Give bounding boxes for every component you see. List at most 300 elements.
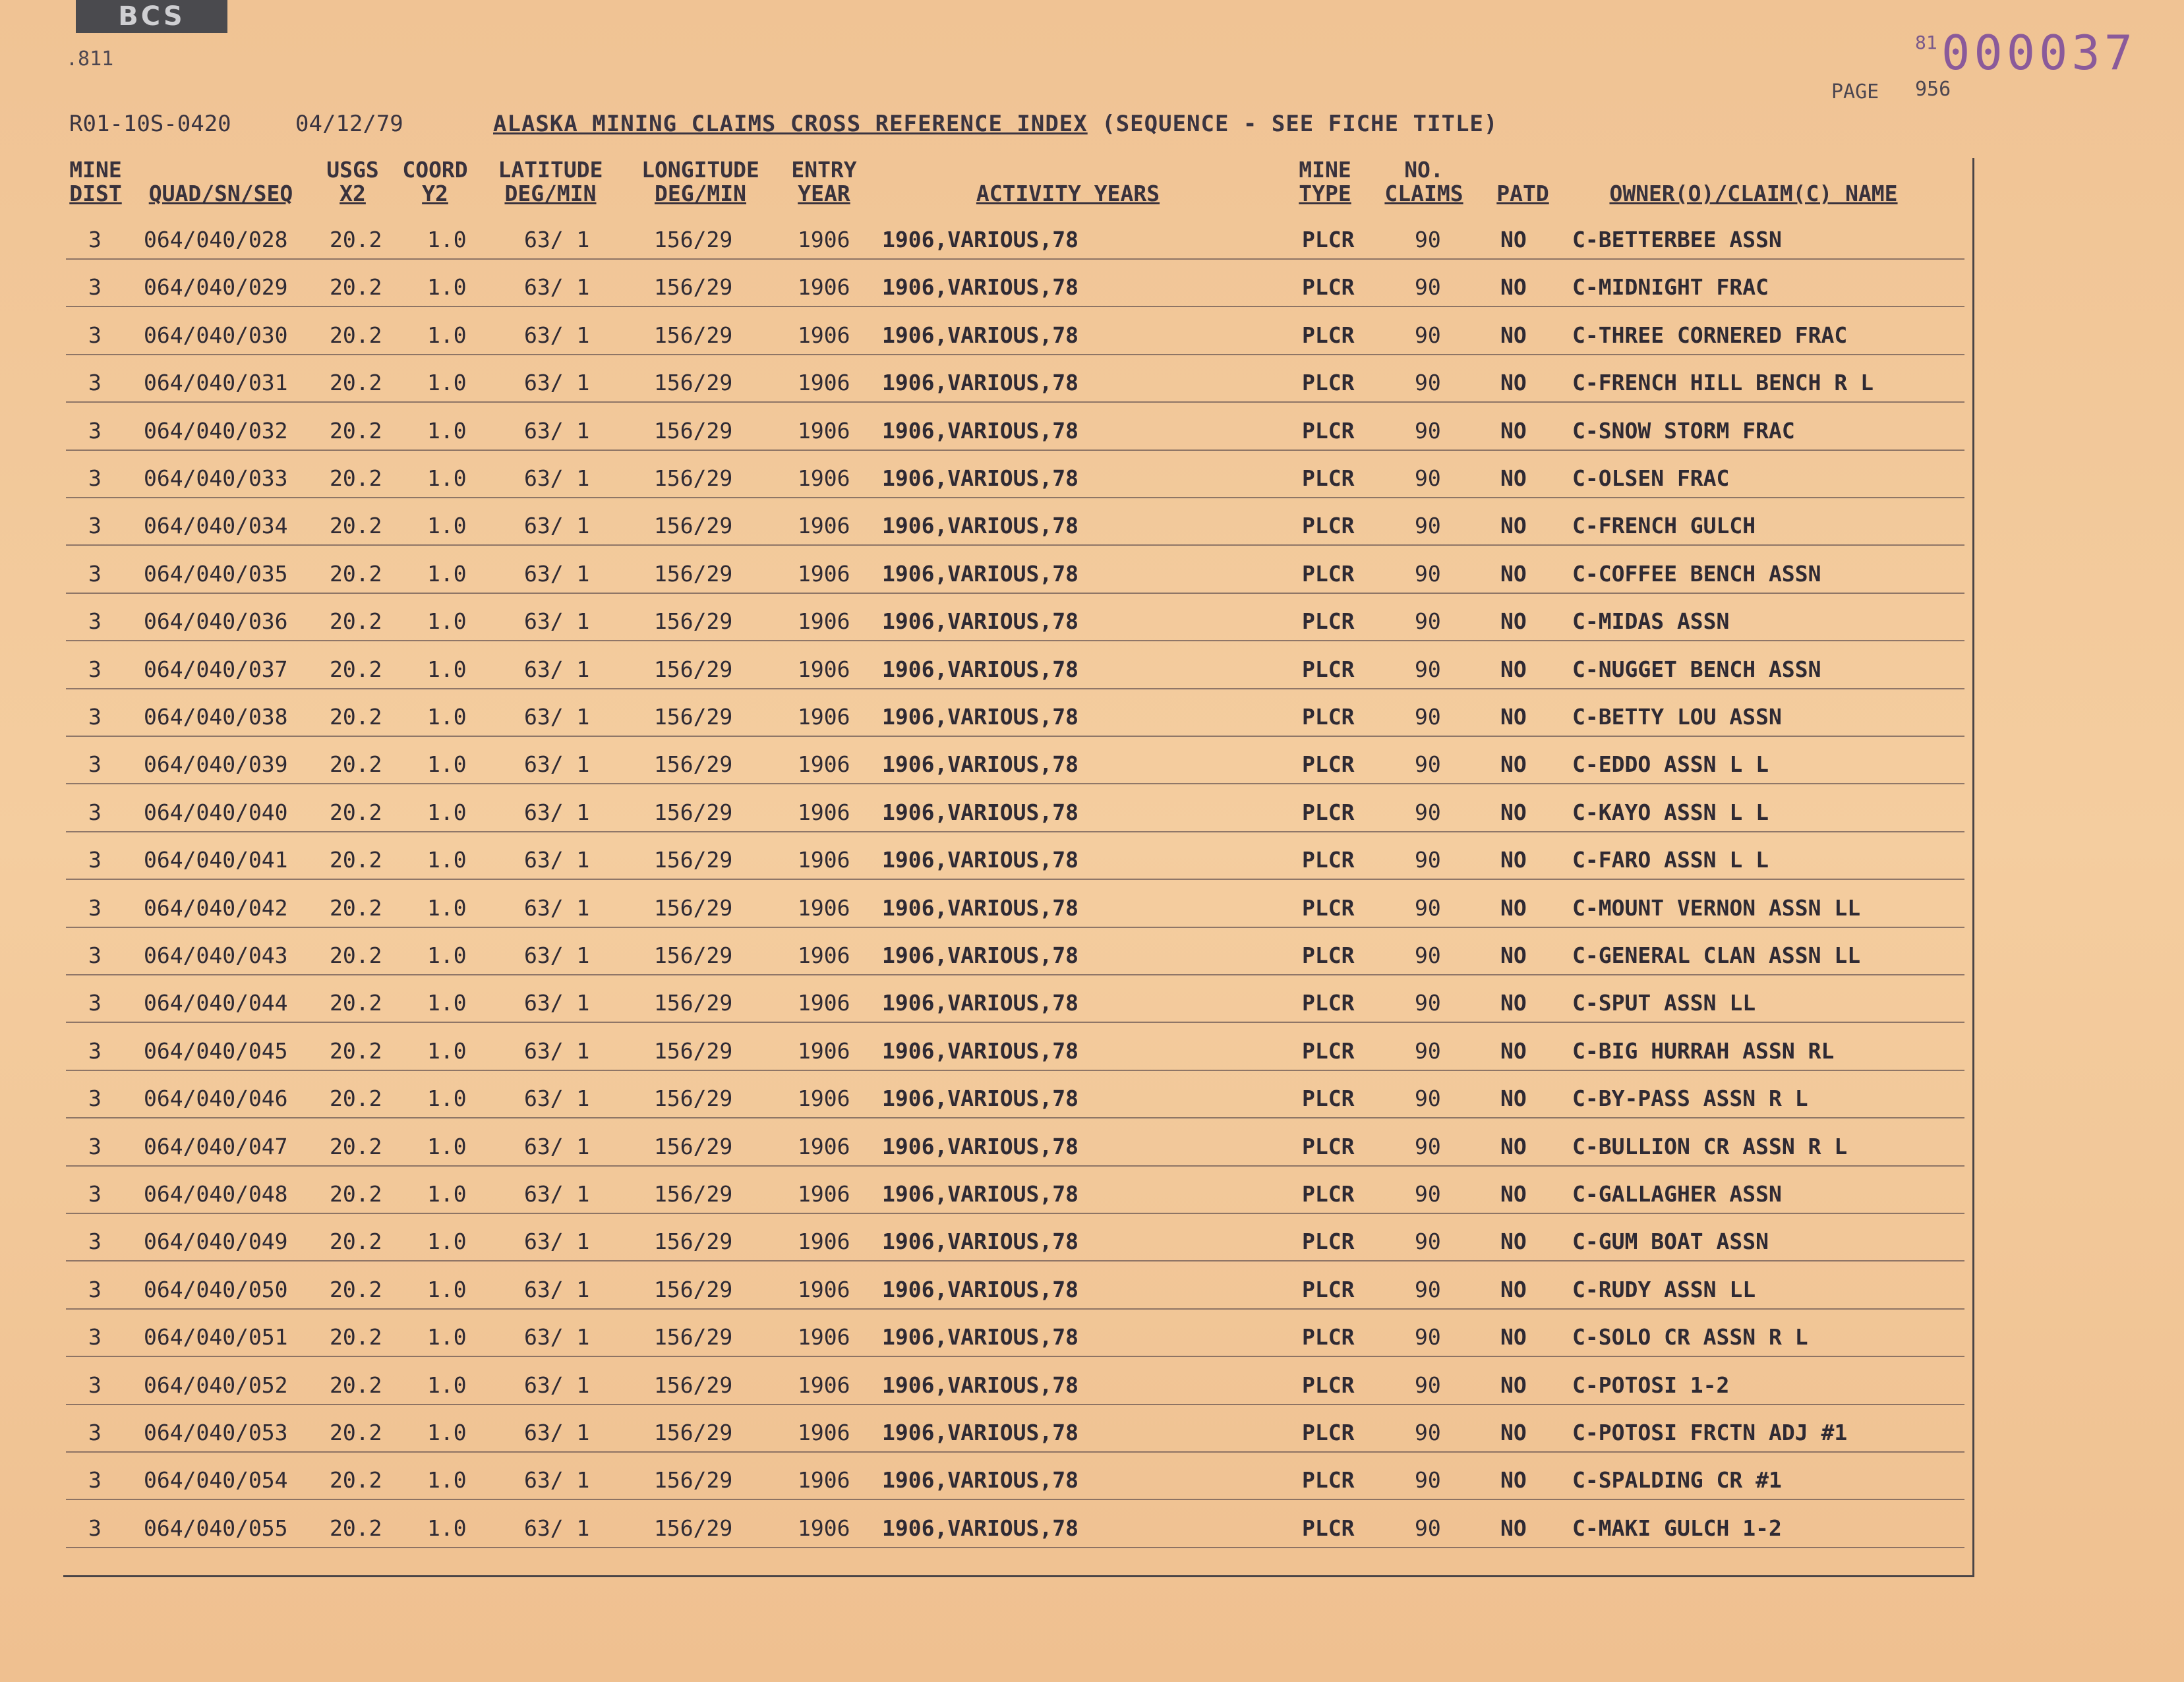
claim-name: C-KAYO ASSN L L [1572,799,1769,825]
activity-years: 1906,VARIOUS,78 [882,1324,1079,1350]
coord-y2: 1.0 [427,370,467,395]
latitude: 63/ 1 [524,1134,590,1159]
column-header [1582,158,1925,206]
claim-name: C-COFFEE BENCH ASSN [1572,561,1821,587]
entry-year: 1906 [798,1372,850,1398]
row-divider [66,1022,1964,1023]
activity-years: 1906,VARIOUS,78 [882,799,1079,825]
column-header-line2: X2 [339,181,366,206]
entry-year: 1906 [798,513,850,538]
mine-type: PLCR [1302,799,1355,825]
mine-district: 3 [88,704,102,730]
longitude: 156/29 [654,370,733,395]
entry-year: 1906 [798,322,850,348]
latitude: 63/ 1 [524,1372,590,1398]
mine-type: PLCR [1302,561,1355,587]
claim-count: 90 [1415,274,1441,300]
coord-y2: 1.0 [427,656,467,682]
column-header-line1 [138,158,303,182]
usgs-x2: 20.2 [330,1134,382,1159]
claim-name: C-SPUT ASSN LL [1572,990,1756,1016]
mine-type: PLCR [1302,1038,1355,1064]
latitude: 63/ 1 [524,1515,590,1541]
coord-y2: 1.0 [427,990,467,1016]
quad-sn-seq: 064/040/034 [144,513,288,538]
usgs-x2: 20.2 [330,322,382,348]
claim-count: 90 [1415,1229,1441,1254]
claim-count: 90 [1415,942,1441,968]
mine-type: PLCR [1302,847,1355,873]
mine-district: 3 [88,513,102,538]
patented-flag: NO [1500,1372,1527,1398]
latitude: 63/ 1 [524,990,590,1016]
entry-year: 1906 [798,990,850,1016]
longitude: 156/29 [654,1277,733,1302]
mine-type: PLCR [1302,1420,1355,1445]
patented-flag: NO [1500,1086,1527,1111]
column-header-line1: USGS [326,157,379,183]
latitude: 63/ 1 [524,1038,590,1064]
mine-district: 3 [88,1277,102,1302]
mine-district: 3 [88,274,102,300]
usgs-x2: 20.2 [330,513,382,538]
patented-flag: NO [1500,608,1527,634]
table-row [0,647,2184,695]
latitude: 63/ 1 [524,1181,590,1207]
coord-y2: 1.0 [427,608,467,634]
report-id: R01-10S-0420 [69,111,231,137]
mine-district: 3 [88,465,102,491]
claim-name: C-SPALDING CR #1 [1572,1467,1782,1493]
longitude: 156/29 [654,656,733,682]
mine-district: 3 [88,370,102,395]
table-row [0,1219,2184,1267]
patented-flag: NO [1500,1134,1527,1159]
quad-sn-seq: 064/040/030 [144,322,288,348]
quad-sn-seq: 064/040/032 [144,418,288,444]
claim-name: C-FRENCH HILL BENCH R L [1572,370,1874,395]
claim-name: C-MIDAS ASSN [1572,608,1730,634]
usgs-x2: 20.2 [330,704,382,730]
claim-count: 90 [1415,513,1441,538]
mine-type: PLCR [1302,704,1355,730]
mine-district: 3 [88,1038,102,1064]
column-header [138,158,303,206]
latitude: 63/ 1 [524,561,590,587]
column-header [66,158,125,206]
activity-years: 1906,VARIOUS,78 [882,990,1079,1016]
activity-years: 1906,VARIOUS,78 [882,561,1079,587]
claim-count: 90 [1415,561,1441,587]
longitude: 156/29 [654,895,733,921]
patented-flag: NO [1500,704,1527,730]
coord-y2: 1.0 [427,1372,467,1398]
quad-sn-seq: 064/040/053 [144,1420,288,1445]
row-divider [66,1070,1964,1071]
usgs-x2: 20.2 [330,1324,382,1350]
usgs-x2: 20.2 [330,227,382,252]
table-row [0,1315,2184,1362]
usgs-x2: 20.2 [330,1086,382,1111]
longitude: 156/29 [654,1181,733,1207]
coord-y2: 1.0 [427,1277,467,1302]
mine-district: 3 [88,1181,102,1207]
claim-count: 90 [1415,370,1441,395]
quad-sn-seq: 064/040/042 [144,895,288,921]
column-header-line2: QUAD/SN/SEQ [148,181,293,206]
usgs-x2: 20.2 [330,656,382,682]
claim-count: 90 [1415,1324,1441,1350]
mine-type: PLCR [1302,1372,1355,1398]
quad-sn-seq: 064/040/041 [144,847,288,873]
quad-sn-seq: 064/040/050 [144,1277,288,1302]
claim-name: C-OLSEN FRAC [1572,465,1730,491]
quad-sn-seq: 064/040/029 [144,274,288,300]
mine-type: PLCR [1302,1324,1355,1350]
quad-sn-seq: 064/040/049 [144,1229,288,1254]
table-row [0,790,2184,838]
row-divider [66,927,1964,928]
claim-name: C-BETTY LOU ASSN [1572,704,1782,730]
document-stamp-number: 000037 [1941,25,2137,80]
usgs-x2: 20.2 [330,751,382,777]
usgs-x2: 20.2 [330,1372,382,1398]
latitude: 63/ 1 [524,513,590,538]
claim-name: C-FARO ASSN L L [1572,847,1769,873]
column-header-line2: CLAIMS [1384,181,1463,206]
row-divider [66,544,1964,546]
column-header [630,158,771,206]
mine-district: 3 [88,1515,102,1541]
quad-sn-seq: 064/040/045 [144,1038,288,1064]
mine-type: PLCR [1302,990,1355,1016]
table-row [0,1267,2184,1315]
mine-district: 3 [88,1134,102,1159]
activity-years: 1906,VARIOUS,78 [882,418,1079,444]
claim-count: 90 [1415,656,1441,682]
mine-type: PLCR [1302,1229,1355,1254]
column-header-line1: MINE [69,157,122,183]
claim-count: 90 [1415,418,1441,444]
activity-years: 1906,VARIOUS,78 [882,1515,1079,1541]
patented-flag: NO [1500,561,1527,587]
entry-year: 1906 [798,274,850,300]
claim-count: 90 [1415,465,1441,491]
entry-year: 1906 [798,608,850,634]
mine-district: 3 [88,1467,102,1493]
latitude: 63/ 1 [524,370,590,395]
row-divider [66,1165,1964,1167]
quad-sn-seq: 064/040/038 [144,704,288,730]
quad-sn-seq: 064/040/039 [144,751,288,777]
claim-name: C-NUGGET BENCH ASSN [1572,656,1821,682]
mine-district: 3 [88,1086,102,1111]
longitude: 156/29 [654,1229,733,1254]
mine-district: 3 [88,1229,102,1254]
longitude: 156/29 [654,1420,733,1445]
longitude: 156/29 [654,751,733,777]
coord-y2: 1.0 [427,1515,467,1541]
latitude: 63/ 1 [524,1324,590,1350]
coord-y2: 1.0 [427,895,467,921]
activity-years: 1906,VARIOUS,78 [882,1229,1079,1254]
row-divider [66,306,1964,307]
row-divider [66,831,1964,832]
mine-type: PLCR [1302,418,1355,444]
coord-y2: 1.0 [427,274,467,300]
table-row [0,456,2184,504]
row-divider [66,258,1964,260]
mine-type: PLCR [1302,370,1355,395]
usgs-x2: 20.2 [330,1229,382,1254]
row-divider [66,736,1964,737]
coord-y2: 1.0 [427,465,467,491]
activity-years: 1906,VARIOUS,78 [882,1086,1079,1111]
report-title-note: (SEQUENCE - SEE FICHE TITLE) [1102,111,1498,137]
table-row [0,1410,2184,1458]
row-divider [66,593,1964,594]
claim-name: C-FRENCH GULCH [1572,513,1756,538]
latitude: 63/ 1 [524,1420,590,1445]
entry-year: 1906 [798,799,850,825]
entry-year: 1906 [798,1324,850,1350]
claim-count: 90 [1415,1277,1441,1302]
stamp-prefix: 81 [1915,32,1937,53]
claim-name: C-POTOSI 1-2 [1572,1372,1730,1398]
column-header [392,158,478,206]
activity-years: 1906,VARIOUS,78 [882,1277,1079,1302]
mine-district: 3 [88,942,102,968]
column-header [1285,158,1365,206]
activity-years: 1906,VARIOUS,78 [882,847,1079,873]
longitude: 156/29 [654,513,733,538]
claim-count: 90 [1415,847,1441,873]
longitude: 156/29 [654,418,733,444]
quad-sn-seq: 064/040/028 [144,227,288,252]
usgs-x2: 20.2 [330,1420,382,1445]
report-date: 04/12/79 [295,111,403,137]
coord-y2: 1.0 [427,1467,467,1493]
entry-year: 1906 [798,418,850,444]
patented-flag: NO [1500,1181,1527,1207]
table-row [0,838,2184,885]
claim-count: 90 [1415,1086,1441,1111]
patented-flag: NO [1500,513,1527,538]
claim-count: 90 [1415,1181,1441,1207]
patented-flag: NO [1500,942,1527,968]
coord-y2: 1.0 [427,1324,467,1350]
claim-name: C-BULLION CR ASSN R L [1572,1134,1848,1159]
coord-y2: 1.0 [427,799,467,825]
quad-sn-seq: 064/040/043 [144,942,288,968]
entry-year: 1906 [798,1181,850,1207]
row-divider [66,974,1964,975]
coord-y2: 1.0 [427,1229,467,1254]
latitude: 63/ 1 [524,274,590,300]
claim-count: 90 [1415,608,1441,634]
claim-count: 90 [1415,1467,1441,1493]
row-divider [66,1451,1964,1453]
entry-year: 1906 [798,656,850,682]
table-row [0,552,2184,599]
column-header-line2: Y2 [422,181,448,206]
usgs-x2: 20.2 [330,1277,382,1302]
entry-year: 1906 [798,1515,850,1541]
activity-years: 1906,VARIOUS,78 [882,322,1079,348]
latitude: 63/ 1 [524,895,590,921]
mine-district: 3 [88,1420,102,1445]
mine-district: 3 [88,1324,102,1350]
quad-sn-seq: 064/040/037 [144,656,288,682]
mine-district: 3 [88,656,102,682]
coord-y2: 1.0 [427,942,467,968]
coord-y2: 1.0 [427,751,467,777]
claim-name: C-EDDO ASSN L L [1572,751,1769,777]
longitude: 156/29 [654,465,733,491]
column-header-line1: LONGITUDE [641,157,759,183]
mine-type: PLCR [1302,465,1355,491]
claim-count: 90 [1415,1372,1441,1398]
column-header-line1: NO. [1404,157,1444,183]
usgs-x2: 20.2 [330,942,382,968]
longitude: 156/29 [654,1515,733,1541]
longitude: 156/29 [654,1467,733,1493]
latitude: 63/ 1 [524,799,590,825]
claim-count: 90 [1415,322,1441,348]
quad-sn-seq: 064/040/047 [144,1134,288,1159]
patented-flag: NO [1500,751,1527,777]
longitude: 156/29 [654,990,733,1016]
activity-years: 1906,VARIOUS,78 [882,1038,1079,1064]
patented-flag: NO [1500,322,1527,348]
entry-year: 1906 [798,1467,850,1493]
entry-year: 1906 [798,847,850,873]
table-row [0,599,2184,647]
entry-year: 1906 [798,1229,850,1254]
column-header [488,158,613,206]
activity-years: 1906,VARIOUS,78 [882,465,1079,491]
table-row [0,1458,2184,1505]
usgs-x2: 20.2 [330,561,382,587]
patented-flag: NO [1500,1229,1527,1254]
patented-flag: NO [1500,847,1527,873]
table-row [0,218,2184,265]
longitude: 156/29 [654,1038,733,1064]
longitude: 156/29 [654,847,733,873]
page-number: 956 [1915,78,1951,101]
row-divider [66,497,1964,498]
activity-years: 1906,VARIOUS,78 [882,751,1079,777]
claim-count: 90 [1415,704,1441,730]
entry-year: 1906 [798,561,850,587]
entry-year: 1906 [798,751,850,777]
table-row [0,695,2184,742]
patented-flag: NO [1500,1277,1527,1302]
patented-flag: NO [1500,274,1527,300]
latitude: 63/ 1 [524,608,590,634]
table-row [0,313,2184,361]
coord-y2: 1.0 [427,1420,467,1445]
mine-type: PLCR [1302,895,1355,921]
table-row [0,1172,2184,1219]
patented-flag: NO [1500,1324,1527,1350]
longitude: 156/29 [654,1134,733,1159]
entry-year: 1906 [798,895,850,921]
claim-count: 90 [1415,227,1441,252]
row-divider [66,1213,1964,1214]
row-divider [66,1260,1964,1262]
mine-district: 3 [88,847,102,873]
quad-sn-seq: 064/040/033 [144,465,288,491]
column-header-line2: TYPE [1299,181,1351,206]
table-row [0,1363,2184,1410]
column-header-line2: PATD [1496,181,1549,206]
row-divider [66,1499,1964,1500]
column-header-line1: COORD [402,157,468,183]
claim-name: C-MIDNIGHT FRAC [1572,274,1769,300]
latitude: 63/ 1 [524,1086,590,1111]
activity-years: 1906,VARIOUS,78 [882,1181,1079,1207]
mine-type: PLCR [1302,1277,1355,1302]
frame-number: .811 [66,47,114,71]
mine-type: PLCR [1302,1515,1355,1541]
patented-flag: NO [1500,799,1527,825]
latitude: 63/ 1 [524,847,590,873]
quad-sn-seq: 064/040/040 [144,799,288,825]
mine-type: PLCR [1302,656,1355,682]
mine-type: PLCR [1302,942,1355,968]
latitude: 63/ 1 [524,418,590,444]
claim-name: C-RUDY ASSN LL [1572,1277,1756,1302]
claim-name: C-MAKI GULCH 1-2 [1572,1515,1782,1541]
claim-name: C-BETTERBEE ASSN [1572,227,1782,252]
column-header-line2: DEG/MIN [504,181,597,206]
patented-flag: NO [1500,1467,1527,1493]
claim-name: C-GUM BOAT ASSN [1572,1229,1769,1254]
usgs-x2: 20.2 [330,1181,382,1207]
mine-type: PLCR [1302,1086,1355,1111]
activity-years: 1906,VARIOUS,78 [882,274,1079,300]
quad-sn-seq: 064/040/054 [144,1467,288,1493]
activity-years: 1906,VARIOUS,78 [882,1372,1079,1398]
patented-flag: NO [1500,465,1527,491]
latitude: 63/ 1 [524,942,590,968]
entry-year: 1906 [798,227,850,252]
latitude: 63/ 1 [524,465,590,491]
row-divider [66,1356,1964,1357]
column-header-line1: LATITUDE [498,157,603,183]
mine-type: PLCR [1302,1467,1355,1493]
column-header-line1: ENTRY [791,157,857,183]
row-divider [66,1547,1964,1548]
claim-name: C-GALLAGHER ASSN [1572,1181,1782,1207]
activity-years: 1906,VARIOUS,78 [882,1420,1079,1445]
coord-y2: 1.0 [427,1038,467,1064]
patented-flag: NO [1500,227,1527,252]
activity-years: 1906,VARIOUS,78 [882,942,1079,968]
column-header-line2: YEAR [798,181,850,206]
mine-district: 3 [88,561,102,587]
mine-district: 3 [88,751,102,777]
mine-district: 3 [88,227,102,252]
claim-count: 90 [1415,895,1441,921]
usgs-x2: 20.2 [330,895,382,921]
mine-type: PLCR [1302,1181,1355,1207]
latitude: 63/ 1 [524,322,590,348]
coord-y2: 1.0 [427,704,467,730]
quad-sn-seq: 064/040/036 [144,608,288,634]
column-header [897,158,1239,206]
